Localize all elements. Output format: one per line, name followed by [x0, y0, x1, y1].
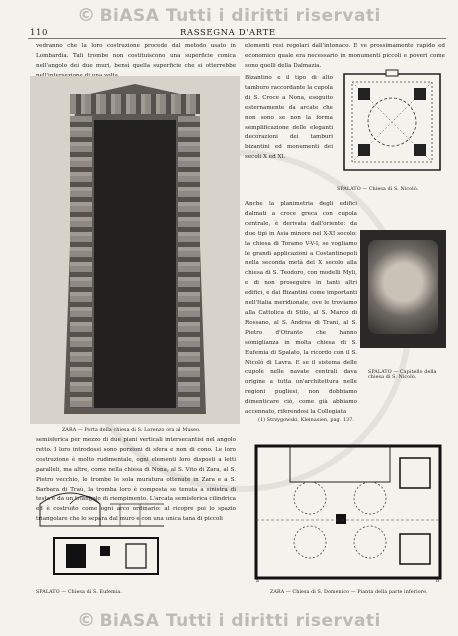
spalato-nicolo-plan — [338, 68, 446, 176]
copyright-icon-bottom: © — [77, 610, 96, 631]
header-rule — [28, 38, 446, 39]
plan-label-b: b — [436, 579, 440, 584]
left-column-top: vedranno che la loro costruzione procede dal metodo usato in Lombardia. Tali trombe non costituiscono una superficie conica nell'angolo dei due muri, bensì quella superficie che si otterrebbe — [36, 43, 236, 69]
running-head: RASSEGNA D'ARTE — [180, 28, 276, 38]
left-column-narrow — [172, 486, 240, 582]
right-column-top: elementi resi regolari dall'intonaco. E ve prossimamente rapido ed economico quale era necessario in monumenti piccoli e poveri come sono quelli della Dalmazia. — [245, 43, 445, 69]
footnote: (1) Strzygowski, Kleinasien, pag. 137. — [258, 418, 355, 423]
watermark-bottom-text: BiASA Tutti i diritti riservati — [99, 611, 381, 631]
plan-label-a: a — [256, 579, 259, 584]
caption-spalato-eufemia: SPALATO — Chiesa di S. Eufemia. — [36, 590, 122, 595]
right-column-cont: Anche la planimetria degli edifici dalmati a croce greca con cupola centrale, è derivata dall'oriente: da due tipi in Asia minore nel X-XI secolo: la chiesa di Toramo V-V-I, se vogliamo le grandi applicazioni a Costantinopoli nella seconda metà del X secolo alla chiesa di S. Teodoro, con modelli Myli, e di non proseguire in tanti altri edifici, e dai Bizantini come importanti nell'Italia meridionale, ove le troviamo alla Cattolica di Stilo, al S. Marco di Rossano, al S. Andrea di Trani, al S. Pietro d'Otranto che hanno somiglianza in molta chiesa di S. Eufemia di Spalato, la ricordo con il S. Nicolò di Lavra. E se il sistema delle cupole nelle navate centrali dava origine a tutta un'architettura nelle regioni pugliesi, non dobbiamo dimenticare ciò, come già abbiamo accennato, riferendosi la Collegiata — [245, 201, 357, 416]
zara-domenico-plan — [250, 438, 446, 584]
watermark-bottom — [0, 610, 458, 631]
watermark-top — [0, 5, 458, 26]
caption-zara-door: ZARA — Porta della chiesa di S. Lorenzo ora al Museo. — [62, 428, 201, 433]
spalato-eufemia-drawing — [30, 486, 170, 582]
caption-zara-domenico: ZARA — Chiesa di S. Domenico — Pianta della parte inferiore. — [270, 590, 428, 595]
zara-door-photo — [30, 76, 240, 424]
copyright-icon: © — [77, 5, 96, 26]
caption-spalato-capital: SPALATO — Capitello della chiesa di S. Nicolò. — [368, 370, 437, 380]
watermark-top-text: BiASA Tutti i diritti riservati — [99, 6, 381, 26]
spalato-capital-photo — [360, 230, 446, 348]
caption-spalato-plan: SPALATO — Chiesa di S. Nicolò. — [337, 187, 419, 192]
left-column-mid: semisferica per mezzo di due piani verticali intersecantisi nel angolo retto. I loro introdossi sono porzioni di sfera e non di cono. Le loro costruzione è molto rudimentale, ogni elementi loro disposti a letti paralleli, ma altre, come nella chiesa di Nona, al S. Vito di Zara, al S. Pietro vecchio, le trombe le sola muratura ottenute in Zara e a S. Barbara di Traù, la tromba loro è composta se tenuta a sinistra di testa e da un triangolo di riempimento. L'arcata semisferica cilindrica ed è costruito come ogni arco ordinario: al ricopre poi lo spazio triangolare che lo separa dal muro e con una unica tana di piccoli — [36, 437, 236, 523]
page-number: 110 — [30, 28, 49, 38]
right-column-narrow: Bizantino e il tipo di alto tamburo raccordante la cupola di S. Croce a Nona, eseguito esternamente da arcate che non sono se non la forma semplificazione delle eleganti decorazioni dei tamburi bizantini ed monumenti dei secoli X ed XI. — [245, 75, 333, 161]
